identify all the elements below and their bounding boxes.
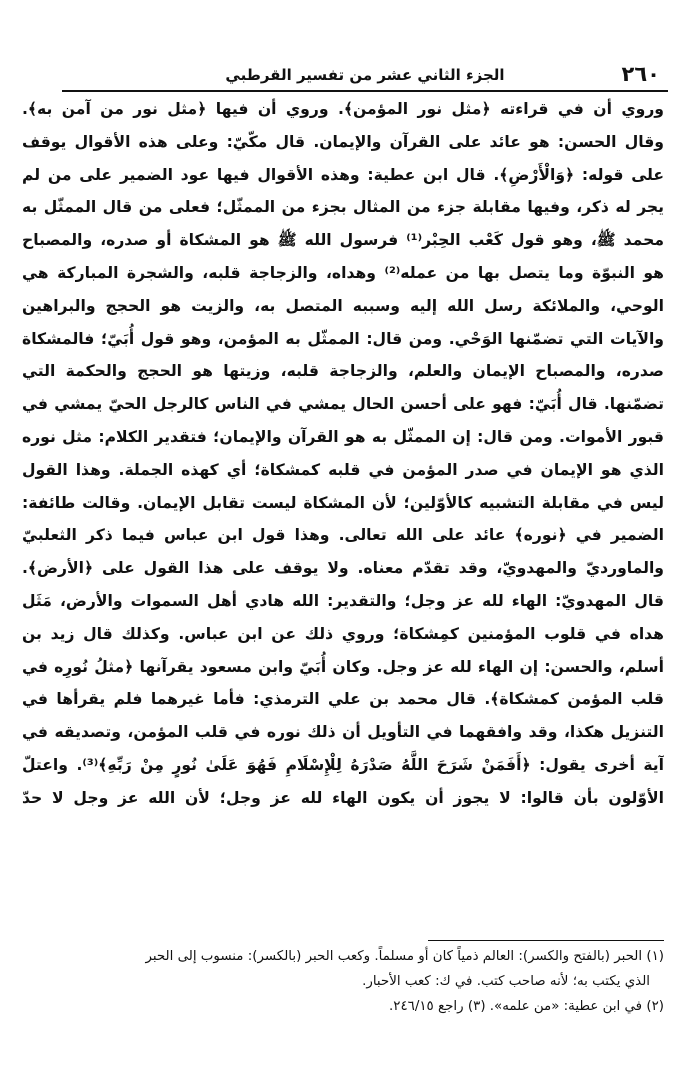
body-line: على قوله: ﴿وَالْأَرْضِ﴾. قال ابن عطية: وهذه الأقوال فيها عود الضمير على من لم <box>22 165 664 184</box>
body-line: التنزيل هكذا، وقد وافقهما في التأويل أن ذلك نوره في قلب المؤمن، وتصديقه في <box>22 723 664 742</box>
body-line: الأوّلون بأن قالوا: لا يجوز أن يكون الهاء لله عز وجل؛ لأن الله عز وجل لا حدّ <box>22 788 664 807</box>
body-line: هداه في قلوب المؤمنين كمِشكاة؛ وروي ذلك عن ابن عباس. وكذلك قال زيد بن <box>22 624 664 643</box>
body-line: محمد ﷺ، وهو قول كَعْب الحِبْر⁽¹⁾ فرسول الله ﷺ هو المشكاة أو صدره، والمصباح <box>22 231 664 250</box>
body-text <box>22 93 664 815</box>
body-line: والآيات التي تضمّنها الوَحْي. ومن قال: الممثّل به المؤمن، وهو قول أُبَيّ؛ فالمشكاة <box>22 329 664 348</box>
body-line: الضمير في ﴿نوره﴾ عائد على الله تعالى. وهذا قول ابن عباس فيما ذكر الثعلبيّ <box>22 526 664 545</box>
page-number: ٢٦٠ <box>621 62 660 86</box>
body-line: آية أخرى يقول: ﴿أَفَمَنْ شَرَحَ اللَّهُ صَدْرَهُ لِلْإِسْلَامِ فَهُوَ عَلَىٰ نُورٍ مِنْ رَبِّهِ﴾⁽³⁾. واعتلّ <box>22 755 664 774</box>
body-line: الوحي، والملائكة رسل الله إليه وسببه المتصل به، والزيت هو الحجج والبراهين <box>22 296 664 315</box>
body-line: والماورديّ والمهدويّ، وقد تقدّم معناه. ولا يوقف على هذا القول على ﴿الأرض﴾. <box>22 559 664 578</box>
body-line: الذي هو الإيمان في صدر المؤمن في قلبه كمشكاة؛ أي كهذه الجملة. وهذا القول <box>22 460 664 479</box>
footnote-line: (٢) في ابن عطية: «من علمه». (٣) راجع ٢٤٦/١٥. <box>389 999 664 1014</box>
body-line: يجر له ذكر، وفيها مقابلة جزء من المثال بجزء من الممثّل؛ فعلى من قال الممثّل به <box>22 198 664 217</box>
body-line: قال المهدويّ: الهاء لله عز وجل؛ والتقدير: الله هادي أهل السموات والأرض، مَثَل <box>22 591 664 610</box>
body-line: قبور الأموات. ومن قال: إن الممثّل به هو القرآن والإيمان؛ فتقدير الكلام: مثل نوره <box>22 427 664 446</box>
body-line: وروي أن في قراءته ﴿مثل نور المؤمن﴾. وروي أن فيها ﴿مثل نور من آمن به﴾. <box>22 100 664 118</box>
running-title: الجزء الثاني عشر من تفسير القرطبي <box>225 66 505 84</box>
body-line: صدره، والمصباح الإيمان والعلم، والزجاجة قلبه، وزيتها هو الحجج والحكمة التي <box>22 362 664 381</box>
body-line: قلب المؤمن كمشكاة﴾. قال محمد بن علي الترمذي: فأما غيرهما فلم يقرأها في <box>22 690 664 709</box>
body-line: أسلم، والحسن: إن الهاء لله عز وجل. وكان أُبَيّ وابن مسعود يقرآنها ﴿مثلُ نُورِه في <box>22 657 664 676</box>
footnote-line: الذي يكتب به؛ لأنه صاحب كتب. في ك: كعب الأحبار. <box>362 974 650 989</box>
footnotes <box>22 944 664 1019</box>
page-header <box>62 60 668 92</box>
footnote-line: (١) الحبر (بالفتح والكسر): العالم ذمياً كان أو مسلماً. وكعب الحبر (بالكسر): منسوب إلى الحبر <box>145 949 664 964</box>
footnote-divider <box>428 940 664 941</box>
body-line: هو النبوّة وما يتصل بها من عمله⁽²⁾ وهداه، والزجاجة قلبه، والشجرة المباركة هي <box>22 263 664 282</box>
body-line: ليس في مقابلة التشبيه كالأوّلين؛ لأن المشكاة ليست تقابل الإيمان. وقالت طائفة: <box>22 493 664 512</box>
body-line: وقال الحسن: هو عائد على القرآن والإيمان. قال مكّيّ: وعلى هذه الأقوال يوقف <box>22 132 664 151</box>
body-line: تضمّنها. قال أُبَيّ: فهو على أحسن الحال يمشي في الناس كالرجل الحيّ يمشي في <box>22 395 664 414</box>
